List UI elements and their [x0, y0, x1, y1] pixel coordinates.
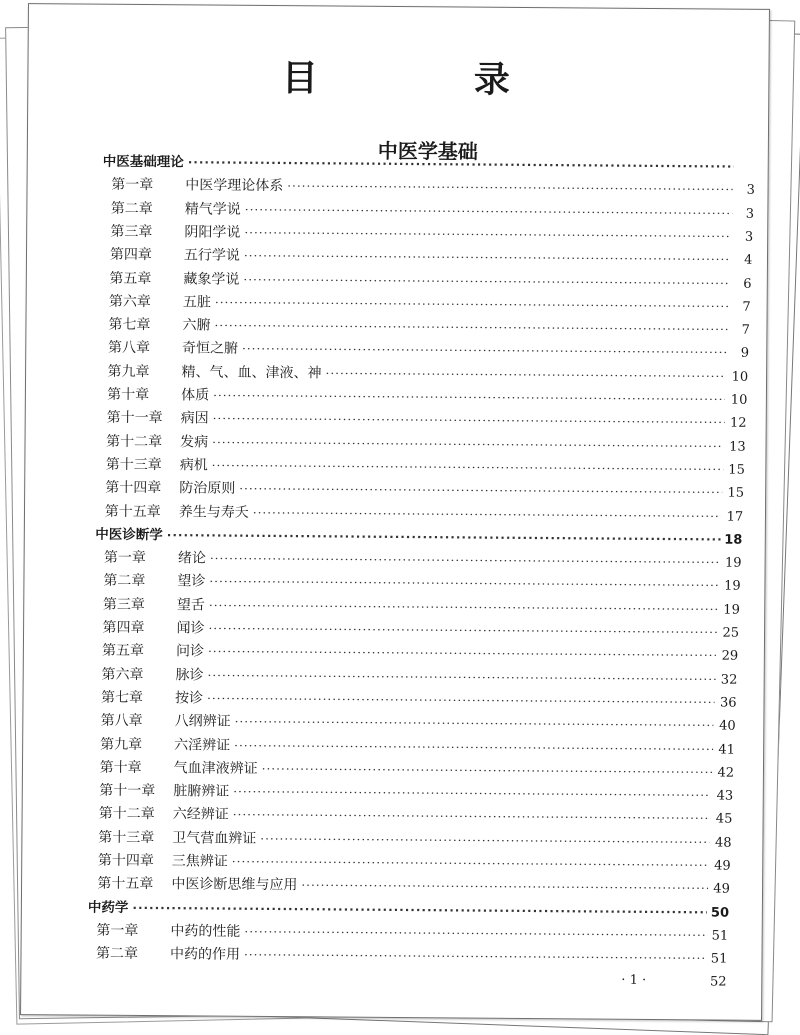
- chapter-number: 第十一章: [99, 780, 173, 803]
- page-ref: 48: [713, 832, 731, 854]
- toc-chapter-row: [102, 640, 738, 667]
- chapter-title: 脏腑辨证: [173, 780, 229, 802]
- chapter-number: 第十三章: [98, 826, 172, 849]
- chapter-number: 第一章: [111, 174, 185, 197]
- page-ref: 49: [712, 879, 730, 901]
- page-ref: 7: [733, 296, 751, 318]
- page-ref: 45: [714, 809, 732, 831]
- toc-chapter-row: [98, 826, 731, 853]
- toc-chapter-row: [98, 850, 731, 877]
- page-ref: 52: [708, 971, 726, 993]
- dot-leader: [260, 828, 709, 854]
- chapter-title: 闻诊: [176, 617, 204, 639]
- toc-chapter-row: [106, 454, 745, 481]
- chapter-number: 第四章: [110, 244, 184, 267]
- page-ref: 9: [731, 343, 749, 365]
- chapter-title: 五行学说: [184, 245, 240, 267]
- chapter-number: 第十五章: [97, 873, 171, 896]
- page-ref: 49: [713, 856, 731, 878]
- page-ref: 6: [733, 273, 751, 295]
- dot-leader: [215, 291, 729, 317]
- chapter-title: 体质: [181, 384, 209, 406]
- chapter-title: 病机: [180, 454, 208, 476]
- page-ref: 42: [716, 762, 734, 784]
- dot-leader: [232, 851, 709, 877]
- page-ref: 19: [723, 553, 741, 575]
- chapter-title: 六淫辨证: [174, 734, 230, 756]
- dot-leader: [214, 315, 728, 341]
- page-ref: 51: [710, 925, 728, 947]
- section-title: 中医基础理论: [103, 151, 184, 174]
- toc-chapter-row: [107, 407, 747, 434]
- chapter-number: 第二章: [96, 943, 170, 966]
- chapter-number: 第九章: [100, 733, 174, 756]
- chapter-number: 第一章: [96, 920, 170, 943]
- chapter-title: 中医学理论体系: [185, 175, 283, 198]
- dot-leader: [188, 151, 734, 177]
- dot-leader: [325, 362, 726, 387]
- chapter-title: 藏象学说: [183, 268, 239, 290]
- dot-leader: [233, 804, 711, 830]
- page-ref: 51: [709, 949, 727, 971]
- toc-chapter-row: [110, 221, 753, 248]
- chapter-title: 精、气、血、津液、神: [181, 361, 321, 384]
- dot-leader: [213, 408, 725, 434]
- toc-chapter-row: [108, 314, 750, 341]
- dot-leader: [167, 524, 721, 550]
- page-ref: 12: [728, 413, 746, 435]
- chapter-title: 问诊: [176, 641, 204, 663]
- dot-leader: [213, 385, 725, 411]
- chapter-number: 第二章: [103, 570, 177, 593]
- chapter-title: 六经辨证: [173, 804, 229, 826]
- chapter-title: 养生与寿夭: [179, 501, 249, 524]
- chapter-number: 第十章: [100, 756, 174, 779]
- toc-page: [20, 3, 770, 1021]
- toc-chapter-row: [109, 267, 751, 294]
- chapter-number: 第十二章: [106, 430, 180, 453]
- page-ref: 15: [727, 459, 745, 481]
- dot-leader: [262, 758, 713, 784]
- dot-leader: [210, 548, 720, 574]
- toc-chapter-row: [101, 663, 737, 690]
- chapter-title: 发病: [180, 431, 208, 453]
- dot-leader: [132, 897, 707, 924]
- dot-leader: [244, 222, 731, 248]
- toc-chapter-row: [106, 430, 746, 457]
- toc-chapter-row: [103, 570, 740, 597]
- toc-chapter-row: [110, 244, 753, 271]
- toc-chapter-row: [100, 756, 735, 783]
- dot-leader: [209, 594, 718, 620]
- chapter-number: 第十章: [107, 384, 181, 407]
- page-ref: 19: [722, 599, 740, 621]
- dot-leader: [301, 875, 708, 900]
- dot-leader: [209, 571, 718, 597]
- chapter-number: 第六章: [101, 663, 175, 686]
- chapter-number: 第三章: [110, 221, 184, 244]
- chapter-number: 第七章: [108, 314, 182, 337]
- page-ref: 19: [723, 576, 741, 598]
- toc-chapter-row: [102, 617, 739, 644]
- toc-chapter-row: [101, 710, 736, 737]
- dot-leader: [243, 268, 729, 294]
- page-title: 目 录: [28, 48, 768, 105]
- chapter-number: 第一章: [104, 547, 178, 570]
- toc-chapter-row: [108, 337, 749, 364]
- chapter-number: 第八章: [108, 337, 182, 360]
- dot-leader: [244, 245, 731, 271]
- chapter-number: 第十一章: [107, 407, 181, 430]
- chapter-title: 按诊: [175, 687, 203, 709]
- chapter-number: 第四章: [102, 617, 176, 640]
- toc-chapter-row: [105, 500, 744, 527]
- dot-leader: [207, 687, 715, 713]
- dot-leader: [212, 454, 723, 480]
- chapter-title: 五脏: [183, 291, 211, 313]
- toc-chapter-row: [103, 593, 740, 620]
- dot-leader: [253, 501, 722, 527]
- dot-leader: [234, 734, 713, 760]
- toc-chapter-row: [96, 943, 728, 970]
- chapter-title: 中药的作用: [170, 943, 240, 966]
- chapter-title: 中医诊断思维与应用: [171, 874, 297, 897]
- chapter-number: 第十五章: [105, 500, 179, 523]
- dot-leader: [245, 198, 732, 224]
- toc-section-row: [95, 523, 742, 550]
- toc-section-row: [88, 896, 729, 923]
- chapter-number: 第五章: [102, 640, 176, 663]
- dot-leader: [233, 781, 711, 807]
- chapter-number: 第十四章: [105, 477, 179, 500]
- page-ref: 10: [729, 390, 747, 412]
- chapter-title: 卫气营血辨证: [172, 827, 256, 850]
- chapter-title: 病因: [181, 408, 209, 430]
- dot-leader: [239, 478, 722, 504]
- chapter-number: 第八章: [101, 710, 175, 733]
- page-ref: 3: [737, 180, 755, 202]
- toc-chapter-row: [100, 733, 735, 760]
- chapter-number: 第二章: [111, 197, 185, 220]
- toc-chapter-row: [111, 197, 754, 224]
- dot-leader: [207, 664, 715, 690]
- dot-leader: [208, 641, 716, 667]
- toc-chapter-row: [99, 780, 733, 807]
- dot-leader: [244, 921, 706, 947]
- chapter-number: 第十二章: [99, 803, 173, 826]
- page-ref: 43: [715, 786, 733, 808]
- toc-section-row: [103, 151, 756, 178]
- chapter-title: 三焦辨证: [172, 850, 228, 872]
- dot-leader: [242, 338, 727, 364]
- chapter-title: 绪论: [178, 547, 206, 569]
- page-ref: 50: [711, 902, 729, 924]
- toc-chapter-row: [111, 174, 755, 201]
- page-ref: 25: [721, 623, 739, 645]
- chapter-number: 第十四章: [98, 850, 172, 873]
- chapter-number: 第六章: [109, 291, 183, 314]
- page-ref: 17: [725, 506, 743, 528]
- chapter-number: 第三章: [103, 593, 177, 616]
- page-ref: 10: [730, 366, 748, 388]
- toc-chapter-row: [107, 384, 747, 411]
- chapter-number: 第五章: [109, 267, 183, 290]
- toc-chapter-row: [107, 360, 748, 387]
- page-ref: 3: [735, 227, 753, 249]
- chapter-number: 第十三章: [106, 454, 180, 477]
- dot-leader: [235, 711, 714, 737]
- chapter-title: 望舌: [177, 594, 205, 616]
- chapter-number: 第九章: [107, 360, 181, 383]
- chapter-title: 气血津液辨证: [174, 757, 258, 780]
- toc-chapter-row: [105, 477, 744, 504]
- toc-chapter-row: [104, 547, 742, 574]
- chapter-title: 中药的性能: [170, 920, 240, 943]
- chapter-title: 阴阳学说: [184, 221, 240, 243]
- section-title: 中药学: [88, 896, 129, 918]
- dot-leader: [212, 431, 724, 457]
- page-ref: 15: [726, 483, 744, 505]
- chapter-title: 八纲辨证: [175, 710, 231, 732]
- toc-chapter-row: [109, 291, 751, 318]
- section-title: 中医诊断学: [95, 523, 163, 546]
- part-title: 中医学基础: [28, 132, 768, 167]
- page-ref: 29: [720, 646, 738, 668]
- chapter-title: 奇恒之腑: [182, 338, 238, 360]
- dot-leader: [244, 944, 706, 970]
- page-ref: 13: [728, 436, 746, 458]
- dot-leader: [208, 618, 717, 644]
- page-ref: 36: [718, 692, 736, 714]
- page-ref: 7: [732, 320, 750, 342]
- page-ref: 41: [717, 739, 735, 761]
- page-ref: 3: [736, 203, 754, 225]
- toc-chapter-row: [101, 687, 737, 714]
- chapter-title: 望诊: [177, 571, 205, 593]
- toc-chapter-row: [99, 803, 733, 830]
- dot-leader: [287, 175, 733, 200]
- chapter-title: 防治原则: [179, 477, 235, 499]
- chapter-title: 脉诊: [175, 664, 203, 686]
- page-ref: 32: [719, 669, 737, 691]
- chapter-number: 第七章: [101, 687, 175, 710]
- toc-chapter-row: [97, 873, 730, 900]
- chapter-title: 六腑: [182, 314, 210, 336]
- page-number: · 1 ·: [621, 973, 646, 988]
- page-ref: 40: [718, 716, 736, 738]
- toc-chapter-row: [96, 920, 728, 947]
- chapter-title: 精气学说: [185, 198, 241, 220]
- page-ref: 4: [734, 250, 752, 272]
- page-ref: 18: [724, 529, 742, 551]
